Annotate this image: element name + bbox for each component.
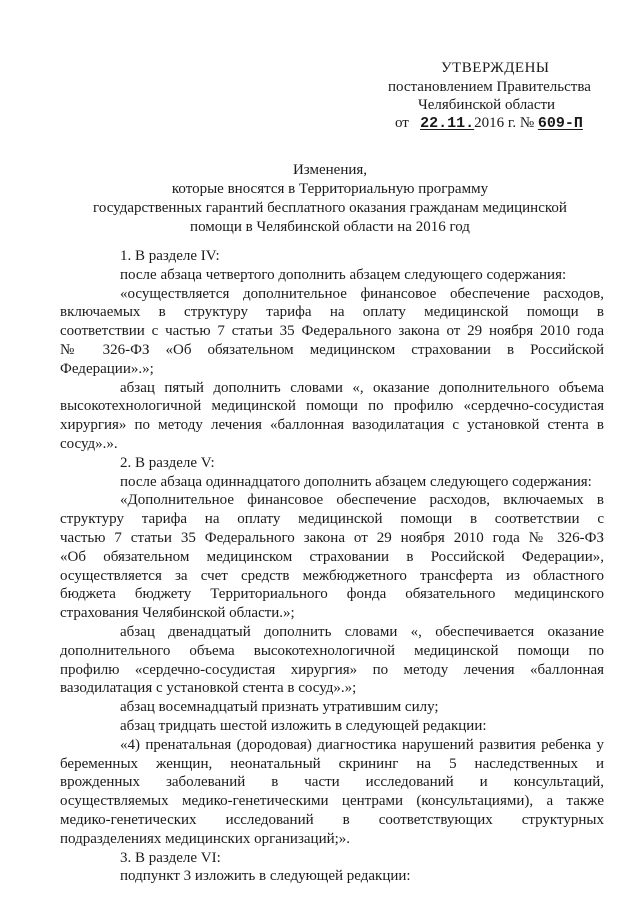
body-line: абзац двенадцатый дополнить словами «, обеспечивается оказание — [120, 623, 604, 640]
approval-number: 609-П — [537, 115, 583, 132]
body-line: подразделениях медицинских организаций;». — [60, 830, 351, 847]
body-line: врожденных заболеваний в части исследований и консультаций, — [60, 774, 604, 791]
body-line: абзац пятый дополнить словами «, оказание дополнительного объема — [120, 379, 604, 396]
body-line: «Об обязательном медицинском страховании в Российской Федерации», — [60, 548, 604, 565]
approval-line-2: Челябинской области — [418, 97, 556, 113]
document-body — [60, 247, 604, 886]
approval-title: УТВЕРЖДЕНЫ — [441, 60, 550, 76]
body-line: «осуществляется дополнительное финансовое обеспечение расходов, — [120, 285, 604, 302]
document-title — [60, 161, 600, 237]
body-line: вазодилатация с установкой стента в сосуд».»; — [60, 680, 357, 697]
body-line: подпункт 3 изложить в следующей редакции: — [120, 868, 411, 885]
body-line: «Дополнительное финансовое обеспечение расходов, включаемых в — [120, 492, 604, 509]
body-line: абзац восемнадцатый признать утратившим силу; — [120, 699, 439, 716]
body-line: бюджета бюджету Территориального фонда обязательного медицинского — [60, 586, 604, 603]
title-line: государственных гарантий бесплатного оказания гражданам медицинской — [93, 200, 567, 216]
title-line: помощи в Челябинской области на 2016 год — [190, 219, 470, 235]
body-line: беременных женщин, неонатальный скрининг на 5 наследственных и — [60, 755, 604, 772]
approval-from: от — [395, 115, 409, 131]
title-line: Изменения, — [292, 162, 368, 178]
body-line: медико-генетических исследований в соответствующих структурных — [60, 811, 604, 828]
body-line: профилю «сердечно-сосудистая хирургия» по методу лечения «баллонная — [60, 661, 604, 678]
body-line: 1. В разделе IV: — [120, 248, 220, 264]
body-line: дополнительного объема высокотехнологичной медицинской помощи по — [60, 642, 604, 659]
body-line: включаемых в структуру тарифа на оплату медицинской помощи в — [60, 304, 604, 321]
body-line: частью 7 статьи 35 Федерального закона от 29 ноября 2010 года № 326-ФЗ — [60, 529, 604, 546]
approval-date: 22.11. — [420, 115, 475, 132]
approval-line-1: постановлением Правительства — [388, 79, 591, 95]
body-line: после абзаца четвертого дополнить абзацем следующего содержания: — [120, 266, 567, 283]
body-line: осуществляемых медико-генетическими центрами (консультациями), а также — [60, 793, 604, 810]
body-line: 3. В разделе VI: — [120, 849, 221, 866]
body-line: хирургия» по методу лечения «баллонная вазодилатация с установкой стента в — [60, 417, 604, 434]
body-line: после абзаца одиннадцатого дополнить абзацем следующего содержания: — [120, 473, 592, 490]
body-line: осуществляется за счет средств межбюджетного трансферта из областного — [60, 567, 604, 584]
body-line: структуру тарифа на оплату медицинской помощи в соответствии с — [60, 511, 604, 528]
body-line: соответствии с частью 7 статьи 35 Федерального закона от 29 ноября 2010 года — [60, 323, 604, 340]
approval-line-3 — [395, 115, 583, 132]
body-line: абзац тридцать шестой изложить в следующей редакции: — [120, 717, 487, 734]
approval-year: 2016 г. № — [474, 115, 535, 131]
body-line: сосуд».». — [60, 435, 118, 452]
body-line: «4) пренатальная (дородовая) диагностика нарушений развития ребенка у — [120, 736, 604, 753]
body-line: высокотехнологичной медицинской помощи по профилю «сердечно-сосудистая — [60, 398, 604, 415]
body-line: страхования Челябинской области.»; — [60, 605, 295, 622]
title-line: которые вносятся в Территориальную программу — [171, 181, 489, 197]
body-line: 2. В разделе V: — [120, 454, 215, 471]
body-line: № 326-ФЗ «Об обязательном медицинском страховании в Российской — [60, 341, 604, 358]
body-line: Федерации».»; — [60, 360, 154, 377]
